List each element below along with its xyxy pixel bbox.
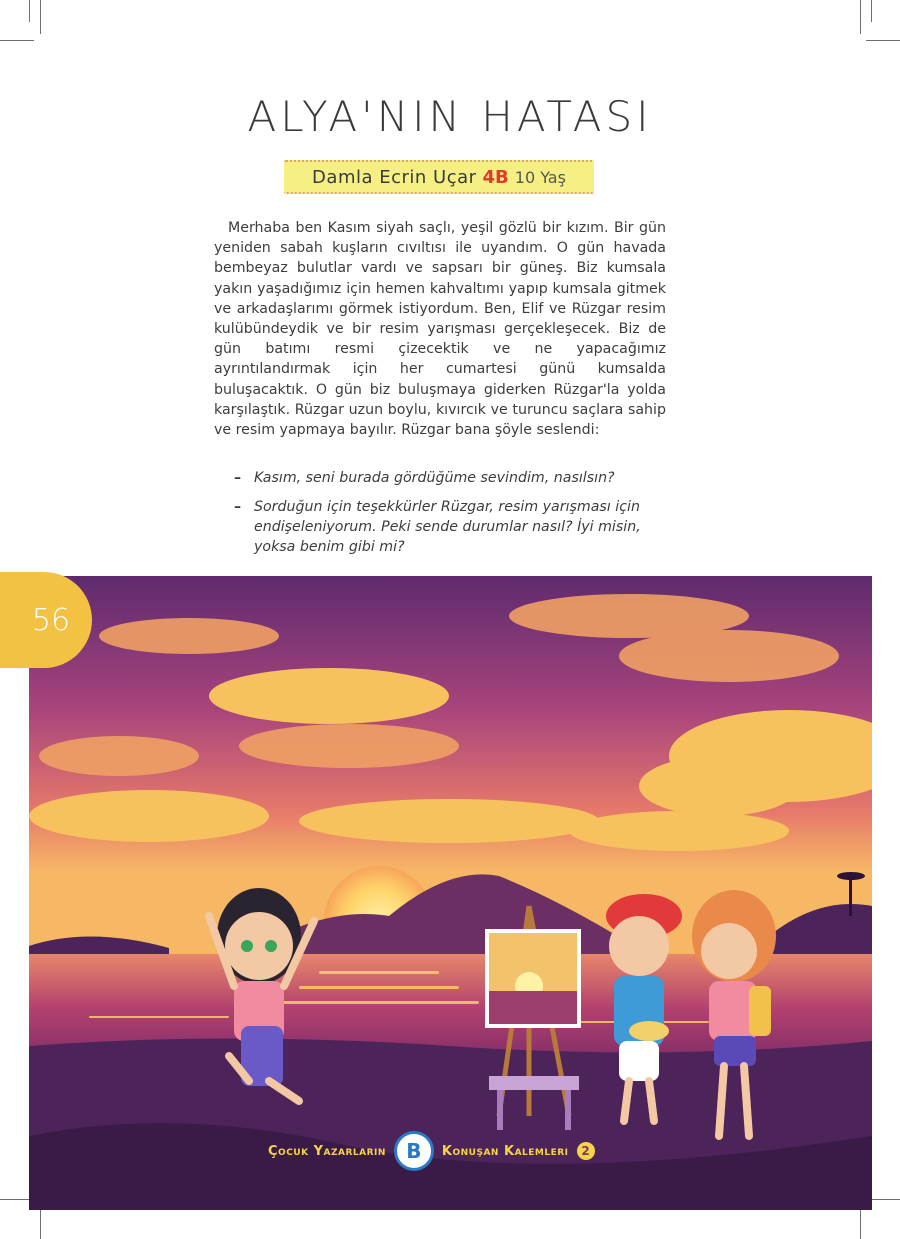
paint-table — [489, 1076, 579, 1090]
page-title: ALYA'NIN HATASI — [247, 92, 653, 141]
crop-mark-top-right-v — [860, 0, 861, 34]
crop-mark-bottom-left-v — [40, 1205, 41, 1239]
page-number-tab — [0, 572, 92, 668]
crop-mark-top-left-v — [40, 0, 41, 34]
author-name: Damla Ecrin Uçar — [312, 166, 477, 188]
footer-brand — [268, 1130, 628, 1172]
dialog-line-1 — [234, 468, 666, 488]
crop-mark-top-left-h — [0, 40, 34, 41]
canvas-sea — [489, 991, 577, 1024]
dialog-text: Kasım, seni burada gördüğüme sevindim, nasılsın? — [254, 470, 615, 486]
dialog-dash: – — [234, 470, 242, 486]
crop-mark-top-left-v2 — [29, 0, 30, 22]
footer-badge: 2 — [577, 1142, 595, 1160]
dialog-text: Sorduğun için teşekkürler Rüzgar, resim yarışması için endişeleniyorum. Peki sende durumlar nasıl? İyi misin, yoksa benim gibi mi? — [254, 499, 641, 556]
crop-mark-top-right-v2 — [871, 0, 872, 22]
author-byline — [284, 160, 594, 194]
author-age: 10 Yaş — [514, 167, 566, 187]
dialog-dash: – — [234, 499, 242, 515]
footer-right-label: Konuşan Kalemleri — [441, 1143, 569, 1159]
story-body — [214, 218, 666, 440]
story-paragraph: Merhaba ben Kasım siyah saçlı, yeşil gözlü bir kızım. Bir gün yeniden sabah kuşların cıvıltısı ile uyandım. O gün havada bembeyaz bulutlar vardı ve sapsarı bir güneş. Biz kumsala yakın yaşadığımız için hemen kahvaltımı yapıp kumsala gitmek ve arkadaşlarımı görmek istiyordum. Ben, Elif ve Rüzgar resim kulübündeydik ve bir resim yarışması gerçekleşecek. Biz de gün batımı resmi çizecektik ve ne yapacağımız ayrıntılandırmak için her cumartesi günü kumsalda buluşacaktık. O gün biz buluşmaya giderken Rüzgar'la yolda karşılaştık. Rüzgar uzun boylu, kıvırcık ve turuncu saçlara sahip ve resim yapmaya bayılır. Rüzgar bana şöyle seslendi: — [214, 220, 666, 439]
page-number: 56 — [31, 602, 71, 638]
footer-left-label: Çocuk Yazarların — [268, 1143, 386, 1159]
illustration-svg — [29, 576, 872, 1210]
dialog-line-2 — [234, 497, 666, 558]
brand-logo-icon: B — [394, 1131, 434, 1171]
crop-mark-top-right-h — [866, 40, 900, 41]
author-class: 4B — [482, 166, 509, 188]
sunset-beach-illustration — [29, 576, 872, 1210]
crop-mark-bottom-right-v — [860, 1205, 861, 1239]
